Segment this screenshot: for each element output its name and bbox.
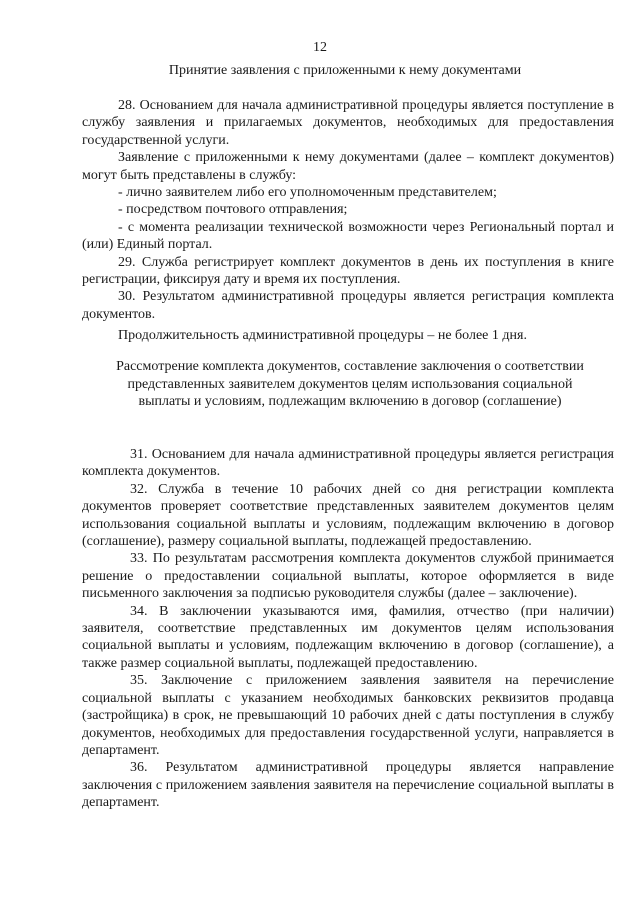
section-review-body [82,446,614,812]
section-acceptance-body [82,97,614,345]
paragraph-34: 34. В заключении указываются имя, фамилия, отчество (при наличии) заявителя, соответствие представленных им документов целям использования социальной выплаты и условиям, подлежащим включению в договор (соглашение), а также размер социальной выплаты, подлежащей предоставлению. [82,603,614,671]
page-number: 12 [313,40,327,55]
paragraph-28: 28. Основанием для начала административной процедуры является поступление в службу заявления и прилагаемых документов, необходимых для предоставления государственной услуги. [82,98,614,148]
paragraph-29: 29. Служба регистрирует комплект документов в день их поступления в книге регистрации, фиксируя дату и время их поступления. [82,254,614,288]
paragraph-32: 32. Служба в течение 10 рабочих дней со дня регистрации комплекта документов проверяет соответствие представленных заявителем документов целям использования социальной выплаты и условиям, подлежащим включению в договор (соглашение), размеру социальной выплаты, подлежащей предоставлению. [82,481,614,550]
paragraph-35: 35. Заключение с приложением заявления заявителя на перечисление социальной выплаты с указанием необходимых банковских реквизитов продавца (застройщика) в срок, не превышающий 10 рабочих дней с даты поступления в службу документов, необходимых для предоставления государственной услуги, направляется в департамент. [82,673,614,758]
paragraph-36: 36. Результатом административной процедуры является направление заключения с приложением заявления заявителя на перечисление социальной выплаты в департамент. [82,760,614,811]
section-heading-acceptance: Принятие заявления с приложенными к нему документами [168,63,522,78]
list-item-portal: - с момента реализации технической возможности через Региональный портал и (или) Единый портал. [82,219,614,253]
section-heading-review: Рассмотрение комплекта документов, составление заключения о соответствии представленных заявителем документов целям использования социальной выплаты и условиям, подлежащим включению в договор (соглашение) [116,359,584,410]
paragraph-33: 33. По результатам рассмотрения комплекта документов службой принимается решение о предоставлении социальной выплаты, которое оформляется в виде письменного заключения за подписью руководителя службы (далее – заключение). [82,551,614,602]
list-item-in-person: - лично заявителем либо его уполномоченным представителем; [118,185,497,201]
paragraph-duration: Продолжительность административной процедуры – не более 1 дня. [118,328,527,344]
paragraph-31: 31. Основанием для начала административной процедуры является регистрация комплекта документов. [82,447,614,480]
paragraph-30: 30. Результатом административной процедуры является регистрация комплекта документов. [82,289,614,322]
list-item-post: - посредством почтового отправления; [118,202,348,218]
paragraph-submission: Заявление с приложенными к нему документами (далее – комплект документов) могут быть представлены в службу: [82,150,614,183]
